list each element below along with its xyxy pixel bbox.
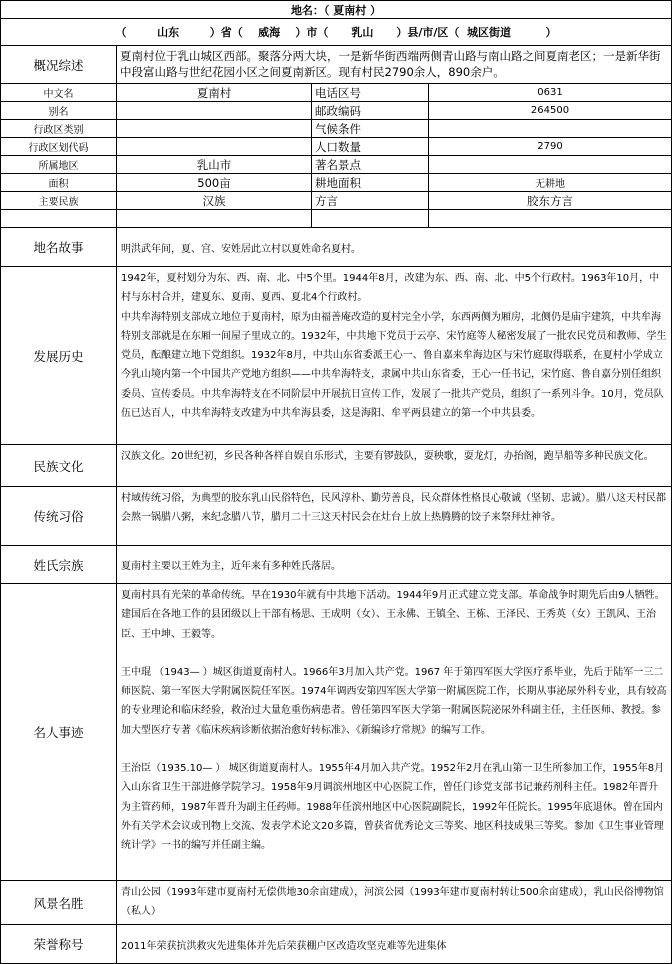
info-label: 著名景点 <box>312 156 429 174</box>
info-value <box>117 210 312 228</box>
info-label: 人口数量 <box>312 138 429 156</box>
customs-text: 村域传统习俗，为典型的胶东乳山民俗特色，民风淳朴、勤劳善良，民众群体性格艮心敬诚（坚韧、忠诚）。腊八这天村民都会熬一锅腊八粥，来纪念腊八节，腊月二十三这天村民会在灶台上放上热腾腾的饺子来祭拜灶神爷。 <box>117 487 672 546</box>
info-label: 中文名 <box>1 84 117 102</box>
scenic-text: 青山公园（1993年建市夏南村无偿供地30余亩建成），河滨公园（1993年建市夏南村转让500余亩建成），乳山民俗博物馆（私人） <box>117 881 672 925</box>
notables-paragraph: 王中琨 （1943— ）城区街道夏南村人。1966年3月加入共产党。1967 年于第四军医大学医疗系毕业，先后于陆军一三二师医院、第一军医大学附属医院任军医。1974年调西安第四军医大学第一附属医院工作，长期从事泌尿外科专业，具有较高的专业理论和临床经验，救治过大量危重伤病患者。曾任第四军医大学第一附属医院泌尿外科副主任，主任医师、教授。参加大型医疗专著《临床疾病诊断依据治愈好转标准》、《新编诊疗常规》的编写工作。 <box>121 666 667 736</box>
clan-label: 姓氏宗族 <box>1 546 117 584</box>
info-value: 汉族 <box>117 192 312 210</box>
info-row <box>1 192 672 210</box>
history-text <box>117 267 672 445</box>
info-value: 胶东方言 <box>429 192 672 210</box>
notables-paragraph: 王治臣（1935.10— ） 城区街道夏南村人。1955年4月加入共产党。1952年2月在乳山第一卫生所参加工作，1955年8月入山东省卫生干部进修学院学习。1958年9月调滨州地区中心医院工作，曾任门诊党支部书记兼药剂科主任。1982年晋升为主管药师，1987年晋升为副主任药师。1988年任滨州地区中心医院副院长，1992年任院长。1995年底退休。曾在国内外有关学术会议或刊物上交流、发表学术论文20多篇，曾获省优秀论文三等奖、地区科技成果三等奖。参加《卫生事业管理统计学》一书的编写并任副主编。 <box>121 763 665 852</box>
admin-path: （ 山东 ）省（ 威海 ）市（ 乳山 ）县/市/区（ 城区街道 ） <box>1 19 672 46</box>
info-row <box>1 156 672 174</box>
overview-row <box>1 46 672 84</box>
honors-text: 2011年荣获抗洪救灾先进集体并先后荣获棚户区改造攻坚克难等先进集体 <box>117 925 672 964</box>
info-value: 500亩 <box>117 174 312 192</box>
info-label: 电话区号 <box>312 84 429 102</box>
ethnic-culture-row <box>1 445 672 487</box>
ethnic-culture-label: 民族文化 <box>1 445 117 487</box>
history-paragraph: 1942年，夏村划分为东、西、南、北、中5个里。1944年8月，改建为东、西、南、北、中5个行政村。1963年10月，中村与东村合并，建夏东、夏南、夏西、夏北4个行政村。 <box>121 273 660 304</box>
story-row <box>1 228 672 267</box>
info-value <box>429 156 672 174</box>
notables-paragraph: 夏南村具有光荣的革命传统。早在1930年就有中共地下活动。1944年9月正式建立党支部。革命战争时期先后由9人牺牲。建国后在各地工作的县团级以上干部有杨思、王成明（女）、王永佛、王镇全、王栋、王泽民、王秀英（女）王凯风、王治臣、王中坤、王毅等。 <box>121 590 665 640</box>
customs-row <box>1 487 672 546</box>
info-label: 面积 <box>1 174 117 192</box>
ethnic-culture-text: 汉族文化。20世纪初，乡民各种各样自娱自乐形式，主要有锣鼓队，耍秧歌，耍龙灯，办抬阁，跑旱船等多种民族文化。 <box>117 445 672 487</box>
info-row <box>1 174 672 192</box>
info-value: 无耕地 <box>429 174 672 192</box>
history-label: 发展历史 <box>1 267 117 445</box>
page-title: 地名：（ 夏南村 ） <box>1 1 672 19</box>
info-value: 夏南村 <box>117 84 312 102</box>
info-label: 别名 <box>1 102 117 120</box>
info-label <box>1 210 117 228</box>
info-label: 耕地面积 <box>312 174 429 192</box>
info-label: 方言 <box>312 192 429 210</box>
clan-row <box>1 546 672 584</box>
admin-path-row <box>1 19 672 46</box>
info-row <box>1 120 672 138</box>
customs-label: 传统习俗 <box>1 487 117 546</box>
info-label: 行政区划代码 <box>1 138 117 156</box>
info-label: 气候条件 <box>312 120 429 138</box>
notables-label: 名人事迹 <box>1 584 117 881</box>
history-paragraph: 中共牟海特别支部成立地位于夏南村，原为由福善庵改造的夏村完全小学，东西两侧为厢房，北侧仍是庙宇建筑，中共牟海特别支部就是在东厢一间屋子里成立的。1932年，中共地下党员于云亭、宋竹庭等人秘密发展了一批农民党员和教师、学生党员，酝酿建立地下党组织。1932年8月，中共山东省委派王心一、鲁自嘉来牟海边区与宋竹庭取得联系，在夏村小学成立今乳山境内第一个中国共产党地方组织——中共牟海特支，隶属中共山东省委，王心一任书记，宋竹庭、鲁自嘉分别任组织委员、宣传委员。中共牟海特支在不同阶层中开展抗日宣传工作，发展了一批共产党员，组织了一系列斗争。10月，党员队伍已达百人，中共牟海特支改建为中共牟海县委，这是海阳、牟平两县建立的第一个中共县委。 <box>121 311 667 420</box>
overview-label: 概况综述 <box>1 46 117 84</box>
info-label <box>312 210 429 228</box>
info-value <box>117 138 312 156</box>
scenic-label: 风景名胜 <box>1 881 117 925</box>
scenic-row <box>1 881 672 925</box>
info-value: 0631 <box>429 84 672 102</box>
info-value <box>117 120 312 138</box>
title-row <box>1 1 672 19</box>
info-label: 主要民族 <box>1 192 117 210</box>
paragraph-gap <box>121 740 667 759</box>
info-value <box>429 120 672 138</box>
info-value <box>117 102 312 120</box>
info-row <box>1 102 672 120</box>
info-row <box>1 210 672 228</box>
clan-text: 夏南村主要以王姓为主，近年来有多种姓氏落居。 <box>117 546 672 584</box>
story-text: 明洪武年间，夏、宫、安姓居此立村以夏姓命名夏村。 <box>117 228 672 267</box>
info-label: 所属地区 <box>1 156 117 174</box>
overview-text: 夏南村位于乳山城区西部。聚落分两大块，一是新华街西端两侧青山路与南山路之间夏南老区；一是新华街中段富山路与世纪花园小区之间夏南新区。现有村民2790余人，890余户。 <box>117 46 672 84</box>
notables-text <box>117 584 672 881</box>
info-label: 邮政编码 <box>312 102 429 120</box>
info-value <box>429 210 672 228</box>
story-label: 地名故事 <box>1 228 117 267</box>
info-value: 乳山市 <box>117 156 312 174</box>
info-label: 行政区类别 <box>1 120 117 138</box>
info-row <box>1 84 672 102</box>
history-row <box>1 267 672 445</box>
notables-row <box>1 584 672 881</box>
info-value: 2790 <box>429 138 672 156</box>
honors-label: 荣誉称号 <box>1 925 117 964</box>
info-value: 264500 <box>429 102 672 120</box>
honors-row <box>1 925 672 964</box>
paragraph-gap <box>121 644 667 663</box>
info-row <box>1 138 672 156</box>
